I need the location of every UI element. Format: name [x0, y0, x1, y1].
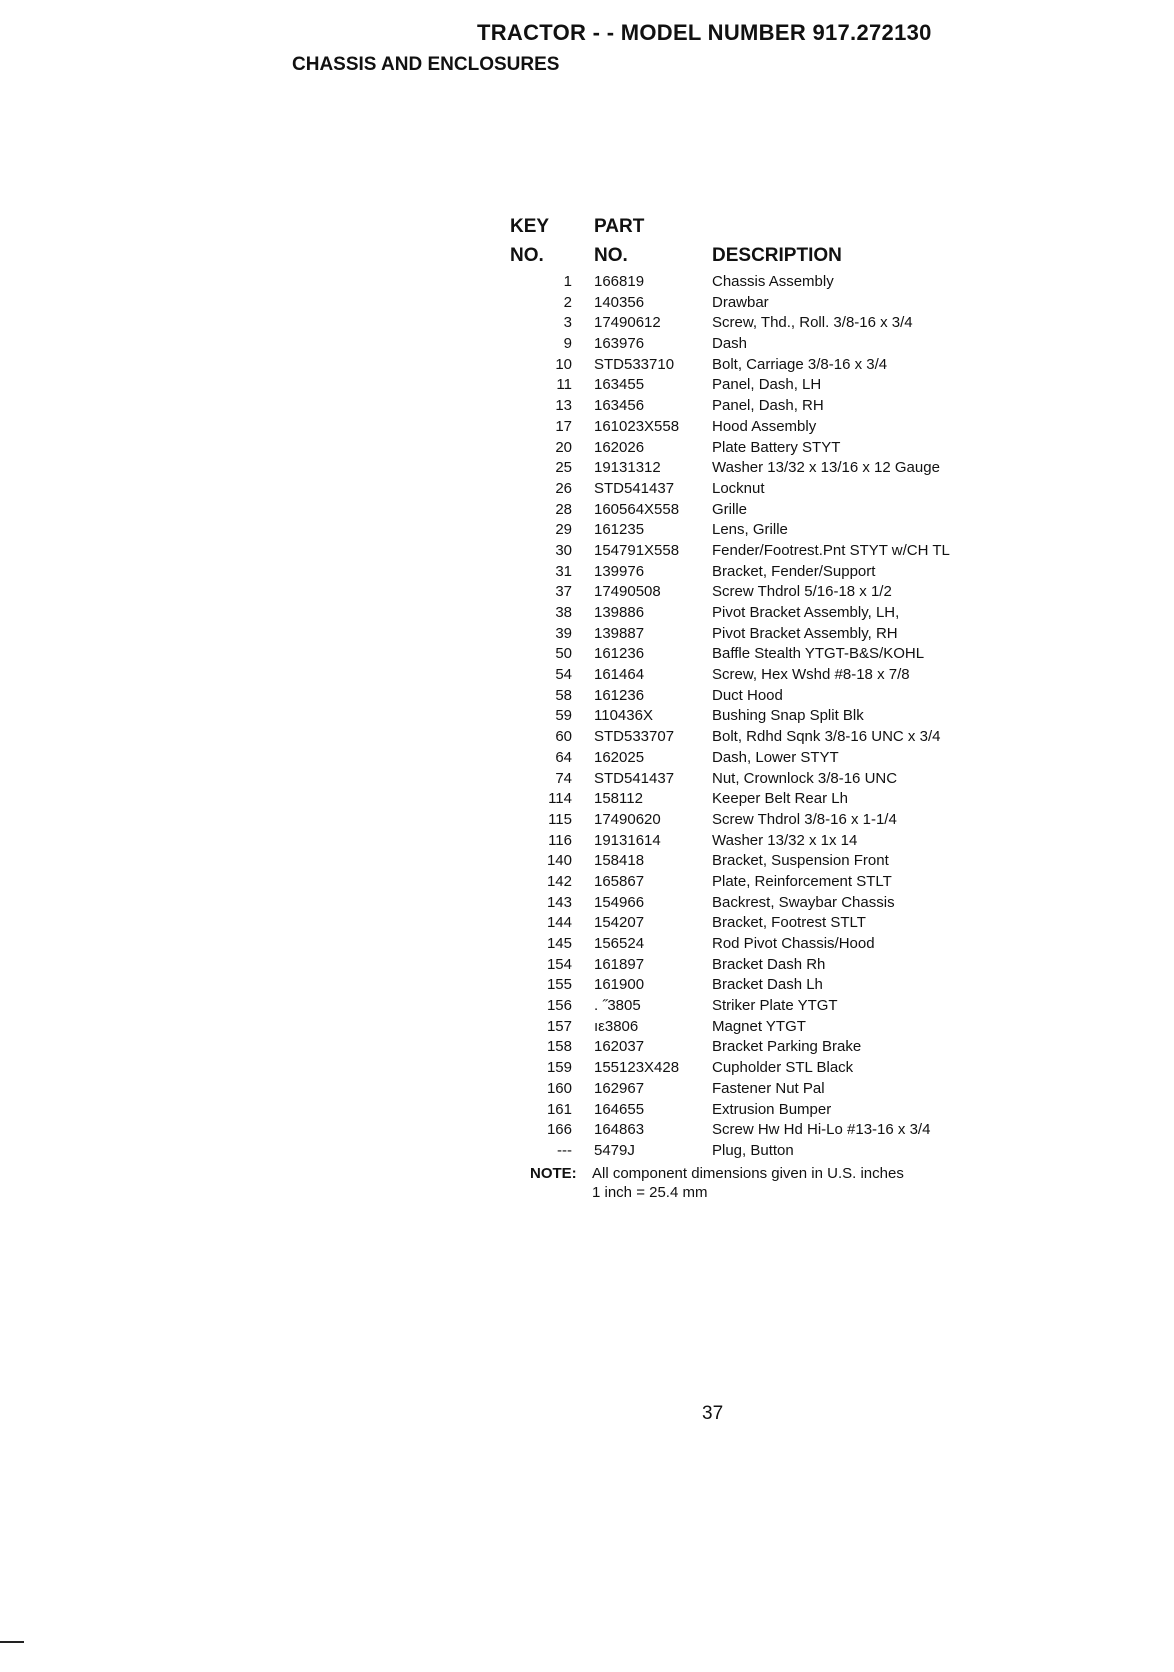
table-row	[520, 1017, 1020, 1038]
part-number: 161023X558	[594, 417, 680, 435]
key-number: 30	[555, 541, 572, 559]
key-number: 29	[555, 521, 572, 539]
part-number: 154207	[594, 914, 645, 932]
key-number: 1	[563, 273, 572, 290]
part-number: 158112	[594, 790, 643, 808]
part-number: 161236	[594, 686, 645, 704]
key-number: 160	[546, 1079, 572, 1097]
table-row	[520, 1058, 1020, 1079]
key-number: 114	[548, 790, 572, 808]
part-description: Rod Pivot Chassis/Hood	[712, 935, 875, 952]
part-description: Chassis Assembly	[712, 273, 834, 290]
table-row	[520, 686, 1020, 707]
table-row	[520, 1141, 1020, 1162]
table-row	[520, 396, 1020, 417]
key-number: 155	[546, 976, 572, 994]
header-key-line2: NO.	[510, 245, 544, 266]
part-number: 140356	[594, 293, 645, 311]
table-row	[520, 789, 1020, 810]
part-number: 154791X558	[594, 541, 680, 559]
part-description: Washer 13/32 x 13/16 x 12 Gauge	[712, 459, 940, 477]
key-number: 37	[555, 583, 572, 601]
part-description: Magnet YTGT	[712, 1017, 806, 1035]
part-number: 5479J	[594, 1141, 635, 1159]
part-description: Lens, Grille	[712, 521, 788, 539]
table-row	[520, 313, 1020, 334]
key-number: 26	[555, 479, 572, 497]
table-row	[520, 603, 1020, 624]
part-description: Screw, Thd., Roll. 3/8-16 x 3/4	[712, 314, 913, 332]
key-number: 31	[555, 562, 572, 580]
part-description: Extrusion Bumper	[712, 1100, 832, 1118]
header-part-line2: NO.	[594, 245, 628, 266]
page-number: 37	[702, 1403, 724, 1424]
header-description: DESCRIPTION	[712, 245, 842, 266]
key-number: 154	[546, 955, 572, 973]
key-number: 157	[546, 1017, 572, 1035]
table-row	[520, 831, 1020, 852]
key-number: 158	[546, 1038, 572, 1056]
table-row	[520, 706, 1020, 727]
part-number: 17490612	[594, 314, 661, 332]
part-number: ıε3806	[594, 1017, 639, 1035]
part-description: Dash, Lower STYT	[712, 748, 839, 766]
key-number: 11	[556, 376, 572, 394]
part-number: 110436X	[594, 707, 653, 725]
key-number: 13	[555, 397, 572, 415]
part-number: 163976	[594, 335, 645, 353]
note-text: All component dimensions given in U.S. inches	[592, 1165, 904, 1182]
key-number: 144	[546, 914, 572, 932]
part-number: 158418	[594, 852, 645, 870]
table-row	[520, 996, 1020, 1017]
part-description: Plug, Button	[712, 1141, 794, 1159]
table-row	[520, 872, 1020, 893]
part-number: 162967	[594, 1079, 645, 1097]
part-description: Drawbar	[712, 293, 769, 311]
part-number: 139976	[594, 562, 645, 580]
key-number: 143	[546, 893, 572, 911]
part-number: 164655	[594, 1100, 645, 1118]
part-description: Bracket, Footrest STLT	[712, 914, 866, 932]
key-number: 58	[555, 686, 572, 704]
part-number: . ˝3805	[594, 997, 641, 1015]
table-row	[520, 417, 1020, 438]
part-description: Bracket Dash Rh	[712, 955, 826, 973]
part-description: Bolt, Rdhd Sqnk 3/8-16 UNC x 3/4	[712, 728, 941, 746]
key-number: 156	[546, 997, 572, 1015]
part-description: Bracket, Suspension Front	[712, 852, 889, 870]
table-row	[520, 479, 1020, 500]
part-number: 154966	[594, 893, 645, 911]
part-description: Panel, Dash, LH	[712, 376, 822, 394]
part-number: 156524	[594, 935, 645, 952]
table-row	[520, 810, 1020, 831]
table-row	[520, 975, 1020, 996]
table-row	[520, 893, 1020, 914]
key-number: 64	[555, 748, 572, 766]
table-row	[520, 375, 1020, 396]
key-number: 20	[555, 438, 572, 456]
part-description: Bracket Dash Lh	[712, 976, 823, 994]
key-number: 145	[546, 935, 572, 952]
part-number: 161464	[594, 666, 645, 684]
table-row	[520, 1120, 1020, 1141]
key-number: 159	[546, 1059, 572, 1077]
part-number: 162025	[594, 748, 645, 766]
key-number: 54	[555, 666, 572, 684]
part-number: 19131312	[594, 459, 661, 477]
table-row	[520, 644, 1020, 665]
table-row	[520, 1100, 1020, 1121]
part-description: Screw Thdrol 3/8-16 x 1-1/4	[712, 810, 897, 828]
table-row	[520, 334, 1020, 355]
key-number: 50	[555, 645, 572, 663]
key-number: 38	[555, 604, 572, 621]
part-number: 139887	[594, 624, 645, 642]
table-row	[520, 769, 1020, 790]
table-row	[520, 955, 1020, 976]
note-block	[530, 1164, 904, 1202]
part-number: 161900	[594, 976, 645, 994]
part-number: 164863	[594, 1121, 645, 1139]
part-description: Duct Hood	[712, 686, 783, 704]
table-row	[520, 851, 1020, 872]
table-row	[520, 520, 1020, 541]
part-description: Screw Thdrol 5/16-18 x 1/2	[712, 583, 892, 601]
part-description: Pivot Bracket Assembly, LH,	[712, 604, 900, 621]
part-description: Locknut	[712, 479, 765, 497]
part-description: Nut, Crownlock 3/8-16 UNC	[712, 769, 898, 787]
part-description: Plate, Reinforcement STLT	[712, 872, 892, 890]
part-number: STD533710	[594, 355, 675, 373]
header-key-line1: KEY	[510, 216, 550, 237]
part-description: Washer 13/32 x 1x 14	[712, 831, 858, 849]
part-number: 166819	[594, 273, 645, 290]
part-description: Pivot Bracket Assembly, RH	[712, 624, 898, 642]
key-number: 9	[563, 335, 572, 353]
part-description: Hood Assembly	[712, 417, 817, 435]
key-number: 166	[546, 1121, 572, 1139]
table-row	[520, 272, 1020, 293]
key-number: 161	[546, 1100, 572, 1118]
part-number: 162037	[594, 1038, 645, 1056]
part-number: 165867	[594, 872, 645, 890]
section-title: CHASSIS AND ENCLOSURES	[292, 54, 560, 75]
key-number: 2	[563, 293, 572, 311]
part-number: 162026	[594, 438, 645, 456]
part-description: Screw Hw Hd Hi-Lo #13-16 x 3/4	[712, 1121, 931, 1139]
part-description: Bushing Snap Split Blk	[712, 707, 864, 725]
key-number: 10	[555, 355, 572, 373]
part-number: STD533707	[594, 728, 675, 746]
part-description: Backrest, Swaybar Chassis	[712, 893, 895, 911]
note-label: NOTE:	[530, 1165, 577, 1182]
part-number: 163455	[594, 376, 645, 394]
key-number: 17	[555, 417, 572, 435]
table-row	[520, 934, 1020, 955]
table-row	[520, 748, 1020, 769]
key-number: 142	[546, 872, 572, 890]
part-description: Plate Battery STYT	[712, 438, 841, 456]
table-row	[520, 1079, 1020, 1100]
table-row	[520, 1037, 1020, 1058]
key-number: 39	[555, 624, 572, 642]
table-row	[520, 355, 1020, 376]
part-number: 161897	[594, 955, 645, 973]
table-row	[520, 624, 1020, 645]
part-description: Keeper Belt Rear Lh	[712, 790, 848, 808]
part-description: Panel, Dash, RH	[712, 397, 824, 415]
table-row	[520, 458, 1020, 479]
part-description: Fender/Footrest.Pnt STYT w/CH TL	[712, 541, 950, 559]
key-number: 3	[563, 314, 572, 332]
table-row	[520, 582, 1020, 603]
part-description: Striker Plate YTGT	[712, 997, 838, 1015]
part-number: 17490508	[594, 583, 661, 601]
header-part-line1: PART	[594, 216, 645, 237]
table-row	[520, 913, 1020, 934]
part-number: 17490620	[594, 810, 661, 828]
key-number: 28	[555, 500, 572, 518]
key-number: 60	[555, 728, 572, 746]
key-number: 25	[555, 459, 572, 477]
part-description: Screw, Hex Wshd #8-18 x 7/8	[712, 666, 910, 684]
part-number: 19131614	[594, 831, 661, 849]
part-number: 139886	[594, 604, 645, 621]
part-number: 155123X428	[594, 1059, 680, 1077]
part-description: Bracket Parking Brake	[712, 1038, 862, 1056]
table-row	[520, 727, 1020, 748]
key-number: 140	[546, 852, 572, 870]
scan-edge-mark	[0, 1641, 24, 1643]
part-number: STD541437	[594, 479, 675, 497]
key-number: ---	[557, 1141, 572, 1159]
key-number: 115	[548, 810, 572, 828]
part-description: Bolt, Carriage 3/8-16 x 3/4	[712, 355, 888, 373]
part-description: Baffle Stealth YTGT-B&S/KOHL	[712, 645, 925, 663]
table-row	[520, 500, 1020, 521]
part-description: Fastener Nut Pal	[712, 1079, 825, 1097]
part-number: 160564X558	[594, 500, 680, 518]
part-description: Bracket, Fender/Support	[712, 562, 876, 580]
key-number: 116	[548, 831, 572, 849]
note-conversion: 1 inch = 25.4 mm	[592, 1184, 708, 1201]
key-number: 59	[555, 707, 572, 725]
table-row	[520, 293, 1020, 314]
note-line-1	[530, 1164, 904, 1183]
page-title: TRACTOR - - MODEL NUMBER 917.272130	[477, 20, 932, 45]
table-row	[520, 665, 1020, 686]
part-number: 161235	[594, 521, 645, 539]
key-number: 74	[555, 769, 572, 787]
part-number: 163456	[594, 397, 645, 415]
part-number: STD541437	[594, 769, 675, 787]
table-row	[520, 438, 1020, 459]
part-description: Cupholder STL Black	[712, 1059, 854, 1077]
part-number: 161236	[594, 645, 645, 663]
parts-table	[520, 272, 1020, 1162]
table-row	[520, 562, 1020, 583]
part-description: Dash	[712, 335, 748, 353]
table-row	[520, 541, 1020, 562]
part-description: Grille	[712, 500, 748, 518]
